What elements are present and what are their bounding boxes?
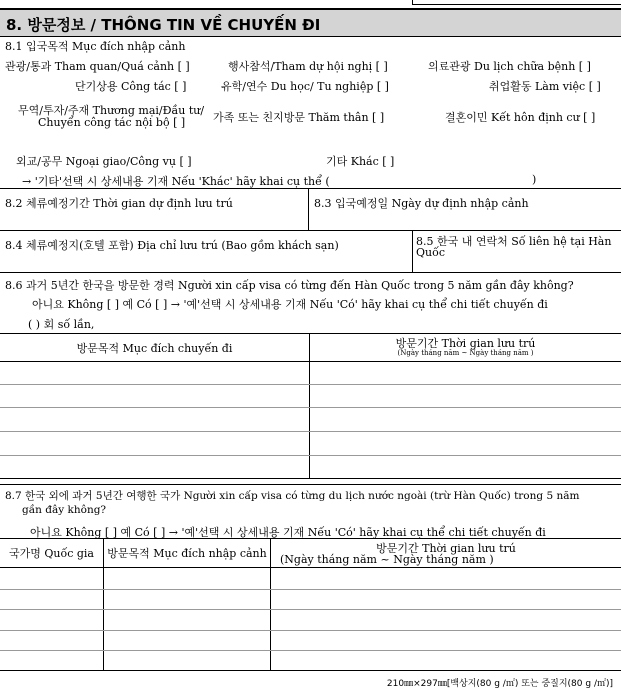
korea-visit-count[interactable]: ( ) 회 số lần, bbox=[28, 318, 95, 331]
contact-label-line1[interactable]: 8.5 한국 내 연락처 Số liên hệ tại Hàn bbox=[416, 235, 612, 248]
purpose-diplomatic[interactable]: 외교/공무 Ngoại giao/Công vụ [ ] bbox=[16, 155, 192, 168]
table87-row-rule bbox=[0, 650, 621, 651]
table87-col-purpose: 방문목적 Mục đích nhập cảnh bbox=[107, 547, 267, 560]
table87-col-country: 국가명 Quốc gia bbox=[9, 547, 94, 560]
stay-period-label[interactable]: 8.2 체류예정기간 Thời gian dự định lưu trú bbox=[5, 197, 233, 210]
purpose-employment[interactable]: 취업활동 Làm việc [ ] bbox=[489, 80, 601, 93]
table87-top bbox=[0, 538, 621, 539]
rule-8-2-top bbox=[0, 188, 621, 189]
table87-cell[interactable] bbox=[104, 568, 270, 589]
abroad-travel-question: 8.7 한국 외에 과거 5년간 여행한 국가 Người xin cấp visa có từng du lịch nước ngoài (trừ Hàn Quốc) trong 5 năm bbox=[5, 490, 580, 502]
purpose-business[interactable]: 단기상용 Công tác [ ] bbox=[75, 80, 187, 93]
purpose-trade-line2[interactable]: Chuyển công tác nội bộ [ ] bbox=[38, 116, 186, 129]
table87-col-period: 방문기간 Thời gian lưu trú bbox=[376, 542, 516, 555]
table86-cell[interactable] bbox=[0, 362, 309, 384]
purpose-trade-line1[interactable]: 무역/투자/주재 Thương mại/Đầu tư/ bbox=[18, 104, 205, 117]
table86-col-purpose: 방문목적 Mục đích chuyến đi bbox=[76, 342, 233, 355]
contact-label-line2: Quốc bbox=[416, 246, 445, 259]
table86-row-rule bbox=[0, 431, 621, 432]
rule-8-6-top bbox=[0, 272, 621, 273]
purpose-conference[interactable]: 행사참석/Tham dự hội nghị [ ] bbox=[228, 60, 388, 73]
purpose-family[interactable]: 가족 또는 친지방문 Thăm thân [ ] bbox=[213, 111, 385, 124]
table87-bottom bbox=[0, 670, 621, 671]
table86-row-rule bbox=[0, 407, 621, 408]
purpose-tourism[interactable]: 관광/통과 Tham quan/Quá cảnh [ ] bbox=[5, 60, 190, 73]
table87-cell[interactable] bbox=[0, 568, 103, 589]
section-header bbox=[0, 8, 621, 37]
table86-row-rule bbox=[0, 455, 621, 456]
rule-8-7-top bbox=[0, 484, 621, 485]
paper-spec-footer: 210㎜×297㎜[백상지(80 g /㎡) 또는 중질지(80 g /㎡)] bbox=[386, 679, 613, 689]
purpose-marriage[interactable]: 결혼이민 Kết hôn định cư [ ] bbox=[445, 111, 596, 124]
purpose-study[interactable]: 유학/연수 Du học/ Tu nghiệp [ ] bbox=[221, 80, 389, 93]
table86-col-period: 방문기간 Thời gian lưu trú bbox=[395, 337, 536, 350]
table86-col-period-sub: (Ngày tháng năm ~ Ngày tháng năm ) bbox=[397, 349, 534, 357]
entry-date-label[interactable]: 8.3 입국예정일 Ngày dự định nhập cảnh bbox=[314, 197, 529, 210]
stay-address-label[interactable]: 8.4 체류예정지(호텔 포함) Địa chỉ lưu trú (Bao gồm khách sạn) bbox=[5, 239, 339, 252]
purpose-heading: 8.1 입국목적 Mục đích nhập cảnh bbox=[5, 40, 186, 53]
abroad-travel-answer[interactable]: 아니요 Không [ ] 예 Có [ ] → '예'선택 시 상세내용 기재 Nếu 'Có' hãy khai cụ thể chi tiết chuyến đi bbox=[30, 526, 546, 539]
table86-cell[interactable] bbox=[310, 362, 621, 384]
table86-row-rule bbox=[0, 384, 621, 385]
purpose-other-detail[interactable]: → '기타'선택 시 상세내용 기재 Nếu 'Khác' hãy khai cụ thể ( bbox=[22, 175, 330, 188]
purpose-other-close: ) bbox=[532, 173, 537, 186]
purpose-other[interactable]: 기타 Khác [ ] bbox=[326, 155, 395, 168]
table87-cell[interactable] bbox=[271, 568, 621, 589]
section-title: 8. 방문정보 / THÔNG TIN VỀ CHUYẾN ĐI bbox=[6, 16, 321, 34]
korea-visit-answer[interactable]: 아니요 Không [ ] 예 Có [ ] → '예'선택 시 상세내용 기재 Nếu 'Có' hãy khai cụ thể chi tiết chuyến đi bbox=[32, 298, 548, 311]
rule-8-4-top bbox=[0, 230, 621, 231]
divider-8-2 bbox=[308, 188, 309, 230]
table87-col-period-sub: (Ngày tháng năm ~ Ngày tháng năm ) bbox=[280, 553, 494, 566]
abroad-travel-question-cont: gần đây không? bbox=[22, 504, 107, 516]
purpose-medical[interactable]: 의료관광 Du lịch chữa bệnh [ ] bbox=[428, 60, 591, 73]
table87-row-rule bbox=[0, 630, 621, 631]
divider-8-4 bbox=[412, 230, 413, 272]
table86-top bbox=[0, 333, 621, 334]
table86-bottom bbox=[0, 478, 621, 479]
korea-visit-question: 8.6 과거 5년간 한국을 방문한 경력 Người xin cấp visa có từng đến Hàn Quốc trong 5 năm gần đây không? bbox=[5, 279, 574, 292]
table87-row-rule bbox=[0, 609, 621, 610]
table87-row-rule bbox=[0, 589, 621, 590]
top-rule bbox=[412, 4, 621, 5]
